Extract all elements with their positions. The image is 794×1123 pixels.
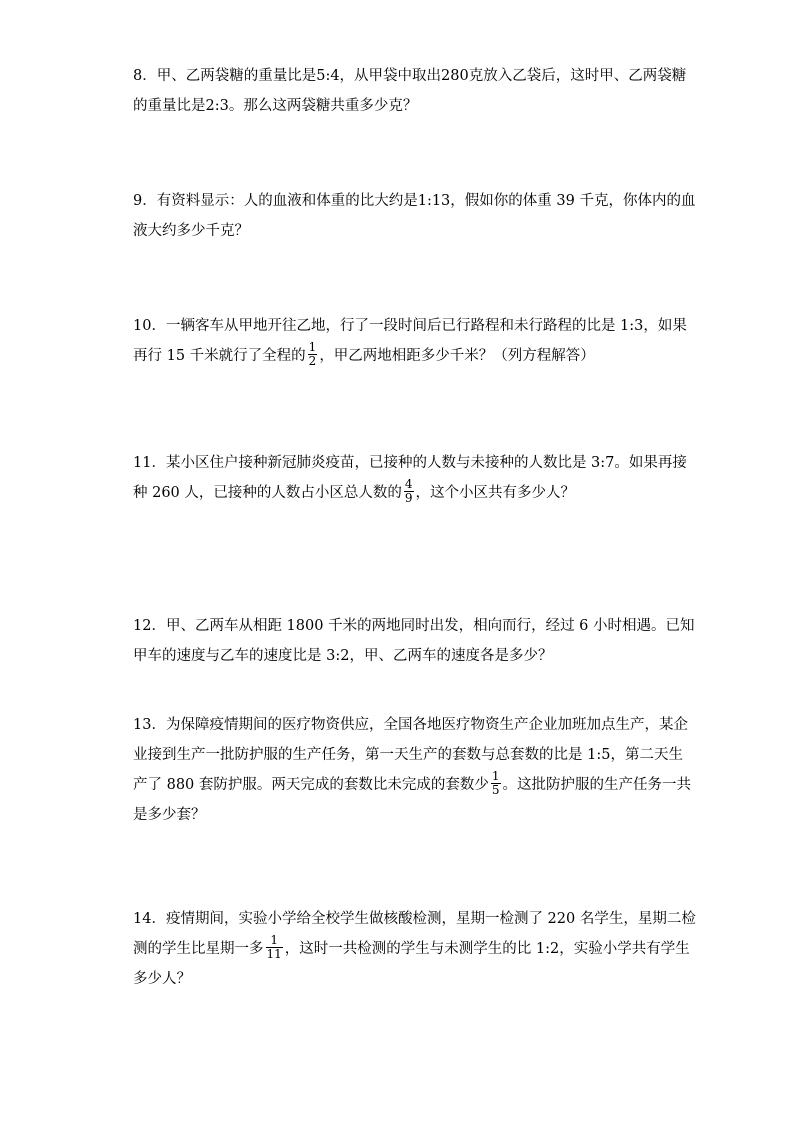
question-10-line-1: 10．一辆客车从甲地开往乙地，行了一段时间后已行路程和未行路程的比是 1:3，如果 xyxy=(133,318,687,334)
question-8 xyxy=(133,61,687,121)
question-11-line-1: 11．某小区住户接种新冠肺炎疫苗，已接种的人数与未接种的人数比是 3:7。如果再接 xyxy=(133,455,687,471)
question-14-line-2 xyxy=(133,932,690,964)
question-13-text-after-fraction: 。这批防护服的生产任务一共 xyxy=(502,777,692,793)
fraction-denominator: 5 xyxy=(491,782,500,797)
question-14-line-1: 14．疫情期间，实验小学给全校学生做核酸检测，星期一检测了 220 名学生，星期二检 xyxy=(133,911,696,927)
fraction-one-fifth xyxy=(491,770,501,797)
question-11 xyxy=(133,448,687,508)
question-13-line-2: 业接到生产一批防护服的生产任务，第一天生产的套数与总套数的比是 1:5，第二天生 xyxy=(133,747,683,763)
question-12 xyxy=(133,611,695,671)
fraction-one-eleventh xyxy=(266,934,283,961)
question-13 xyxy=(133,710,692,830)
question-12-line-2: 甲车的速度与乙车的速度比是 3:2，甲、乙两车的速度各是多少？ xyxy=(133,648,553,664)
fraction-numerator: 1 xyxy=(308,339,317,354)
fraction-denominator: 2 xyxy=(308,353,317,368)
question-9-line-1: 9．有资料显示：人的血液和体重的比大约是1:13，假如你的体重 39 千克，你体内的血 xyxy=(133,193,696,209)
question-13-line-4: 是多少套？ xyxy=(133,807,206,823)
fraction-denominator: 11 xyxy=(266,946,282,961)
question-14-text-after-fraction: ，这时一共检测的学生与未测学生的比 1:2，实验小学共有学生 xyxy=(284,941,690,957)
question-8-line-2: 的重量比是2:3。那么这两袋糖共重多少克？ xyxy=(133,98,418,114)
question-13-line-1: 13．为保障疫情期间的医疗物资供应，全国各地医疗物资生产企业加班加点生产，某企 xyxy=(133,717,688,733)
question-14-text-before-fraction: 测的学生比星期一多 xyxy=(133,941,264,957)
fraction-four-ninths xyxy=(404,478,414,505)
question-10-line-2 xyxy=(133,341,673,371)
question-13-text-before-fraction: 产了 880 套防护服。两天完成的套数比未完成的套数少 xyxy=(133,777,489,793)
fraction-denominator: 9 xyxy=(404,490,413,505)
question-14 xyxy=(133,904,696,994)
question-10-text-before-fraction: 再行 15 千米就行了全程的 xyxy=(133,348,306,364)
question-9-line-2: 液大约多少千克？ xyxy=(133,223,249,239)
question-14-line-3: 多少人？ xyxy=(133,971,191,987)
question-13-line-3 xyxy=(133,768,692,800)
fraction-numerator: 1 xyxy=(491,768,500,783)
question-8-line-1: 8．甲、乙两袋糖的重量比是5:4，从甲袋中取出280克放入乙袋后，这时甲、乙两袋糖 xyxy=(133,68,687,84)
fraction-numerator: 1 xyxy=(266,934,283,948)
question-10-text-after-fraction: ，甲乙两地相距多少千米？（列方程解答） xyxy=(319,348,595,364)
question-11-line-2 xyxy=(133,478,673,508)
question-11-text-after-fraction: ，这个小区共有多少人？ xyxy=(415,485,576,501)
question-12-line-1: 12．甲、乙两车从相距 1800 千米的两地同时出发，相向而行，经过 6 小时相遇。已知 xyxy=(133,618,695,634)
question-11-text-before-fraction: 种 260 人，已接种的人数占小区总人数的 xyxy=(133,485,402,501)
fraction-one-half xyxy=(308,341,318,368)
question-10 xyxy=(133,311,687,371)
fraction-numerator: 4 xyxy=(404,476,413,491)
question-9 xyxy=(133,186,696,246)
